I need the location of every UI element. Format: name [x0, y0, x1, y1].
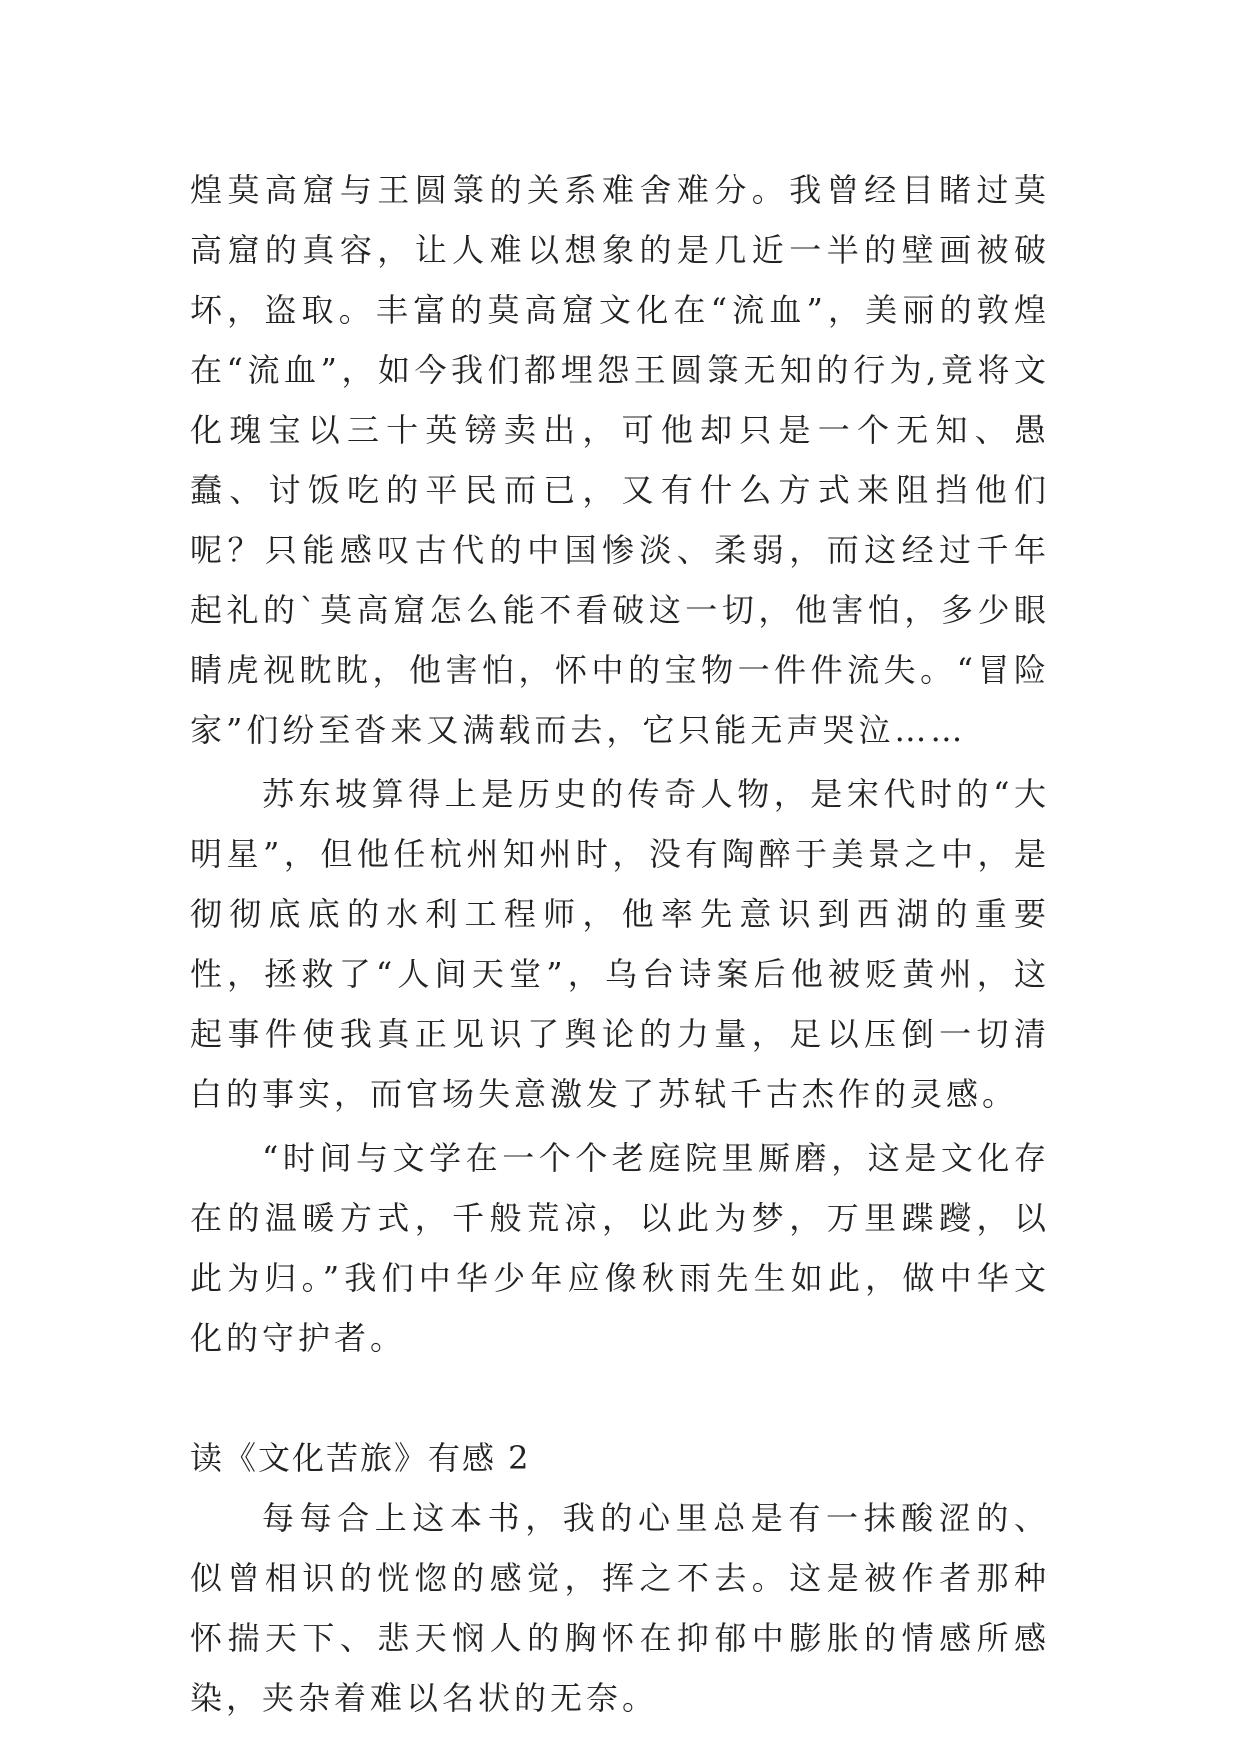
section-title: 读《文化苦旅》有感 2 — [190, 1439, 531, 1477]
paragraph-su-dongpo: 苏东坡算得上是历史的传奇人物，是宋代时的“大明星”，但他任杭州知州时，没有陶醉于美景之中，是彻彻底底的水利工程师，他率先意识到西湖的重要性，拯救了“人间天堂”，乌台诗案后他被贬黄州，这起事件使我真正见识了舆论的力量，足以压倒一切清白的事实，而官场失意激发了苏轼千古杰作的灵感。 — [190, 775, 1050, 1113]
paragraph-dunhuang: 煌莫高窟与王圆箓的关系难舍难分。我曾经目睹过莫高窟的真容，让人难以想象的是几近一半的壁画被破坏，盗取。丰富的莫高窟文化在“流血”，美丽的敦煌在“流血”，如今我们都埋怨王圆箓无知的行为,竟将文化瑰宝以三十英镑卖出，可他却只是一个无知、愚蠢、讨饭吃的平民而已，又有什么方式来阻挡他们呢？只能感叹古代的中国惨淡、柔弱，而这经过千年起礼的`莫高窟怎么能不看破这一切，他害怕，多少眼睛虎视眈眈，他害怕，怀中的宝物一件件流失。“冒险家”们纷至沓来又满载而去，它只能无声哭泣…… — [190, 171, 1050, 749]
paragraph-reflection: 每每合上这本书，我的心里总是有一抹酸涩的、似曾相识的恍惚的感觉，挥之不去。这是被作者那种怀揣天下、悲天悯人的胸怀在抑郁中膨胀的情感所感染，夹杂着难以名状的无奈。 — [190, 1499, 1050, 1717]
paragraph-quote: “时间与文学在一个个老庭院里厮磨，这是文化存在的温暖方式，千般荒凉，以此为梦，万里蹀躞，以此为归。”我们中华少年应像秋雨先生如此，做中华文化的守护者。 — [190, 1139, 1050, 1357]
document-body — [190, 160, 1050, 1728]
